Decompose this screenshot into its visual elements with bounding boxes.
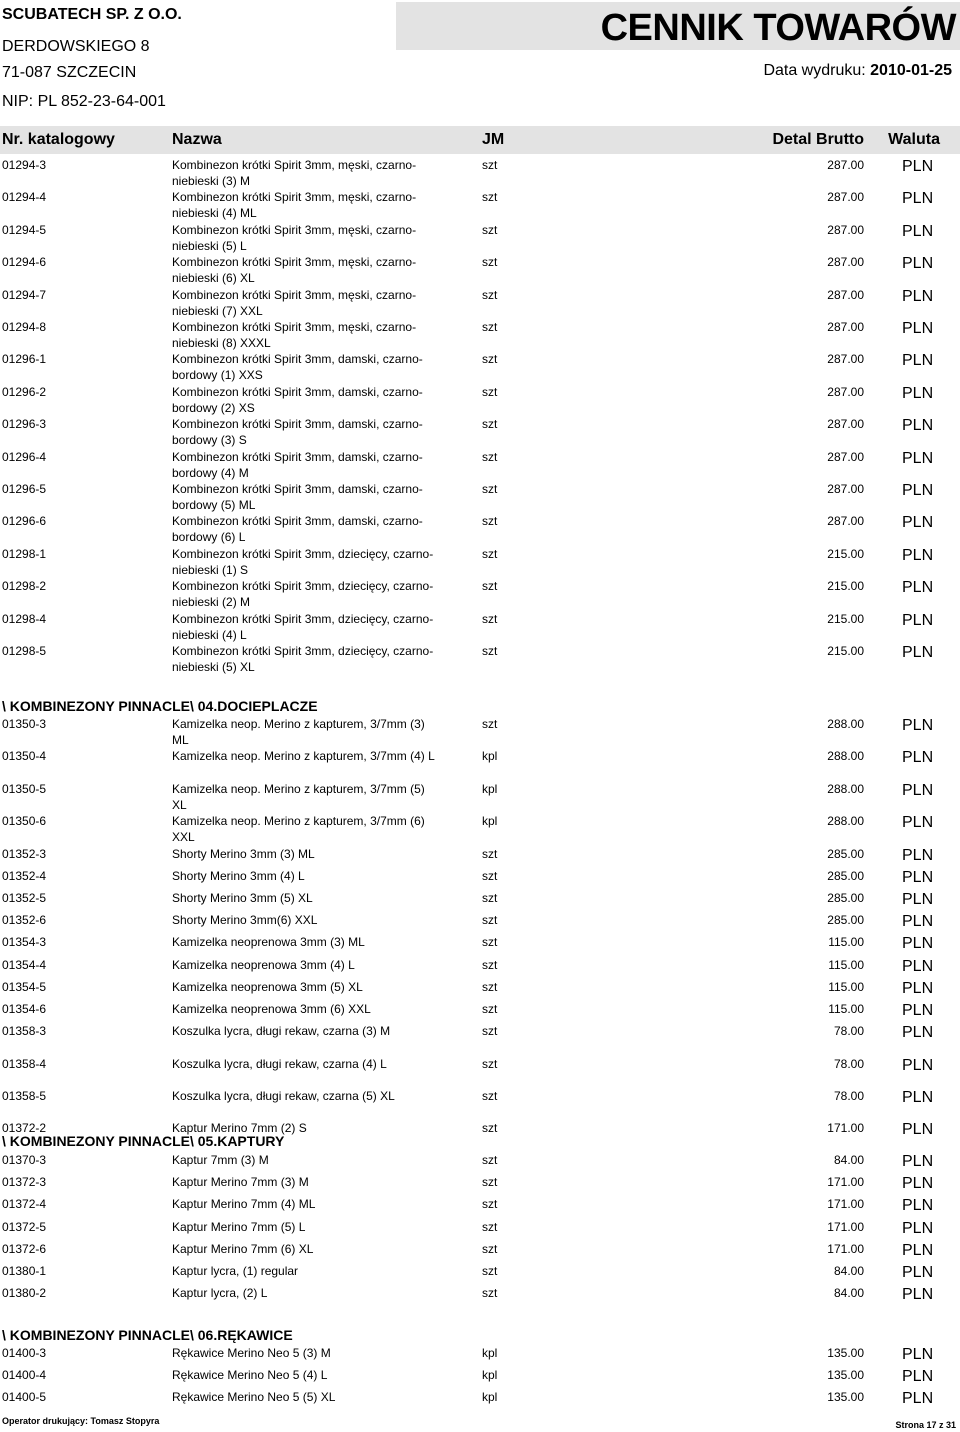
item-code: 01372-5 bbox=[2, 1219, 47, 1234]
item-price: 115.00 bbox=[828, 957, 864, 972]
company-name: SCUBATECH SP. Z O.O. bbox=[2, 6, 182, 23]
item-name: Kamizelka neop. Merino z kapturem, 3/7mm (4) L bbox=[172, 749, 435, 764]
item-currency: PLN bbox=[902, 717, 934, 734]
item-unit: szt bbox=[482, 717, 498, 731]
item-code: 01372-3 bbox=[2, 1175, 47, 1190]
item-name: Kombinezon krótki Spirit 3mm, męski, czarno-niebieski (4) ML bbox=[172, 190, 417, 221]
item-name: Koszulka lycra, długi rekaw, czarna (3) M bbox=[172, 1024, 391, 1039]
item-price: 135.00 bbox=[827, 1390, 864, 1405]
item-price: 84.00 bbox=[833, 1264, 864, 1278]
item-price: 287.00 bbox=[827, 384, 864, 399]
item-code: 01352-4 bbox=[2, 868, 47, 883]
item-code: 01372-4 bbox=[2, 1197, 47, 1212]
item-price: 135.00 bbox=[827, 1346, 864, 1360]
item-unit: szt bbox=[482, 891, 498, 905]
item-currency: PLN bbox=[902, 1089, 934, 1106]
print-date bbox=[763, 62, 952, 80]
item-currency: PLN bbox=[902, 1024, 934, 1042]
item-unit: kpl bbox=[482, 1368, 498, 1383]
column-header-unit: JM bbox=[482, 131, 505, 148]
item-price: 135.00 bbox=[827, 1368, 864, 1383]
item-unit: kpl bbox=[482, 814, 498, 829]
print-date-label: Data wydruku: bbox=[763, 62, 866, 79]
item-currency: PLN bbox=[902, 579, 934, 597]
item-unit: kpl bbox=[482, 749, 498, 764]
item-unit: szt bbox=[482, 1264, 498, 1278]
item-currency: PLN bbox=[902, 255, 934, 273]
item-currency: PLN bbox=[902, 846, 934, 864]
item-unit: szt bbox=[482, 1121, 498, 1136]
item-price: 115.00 bbox=[828, 979, 864, 994]
item-code: 01354-4 bbox=[2, 957, 47, 972]
item-name: Kamizelka neop. Merino z kapturem, 3/7mm (6) XXL bbox=[172, 814, 425, 845]
item-currency: PLN bbox=[902, 1121, 934, 1139]
item-code: 01296-1 bbox=[2, 352, 47, 367]
item-price: 288.00 bbox=[827, 717, 864, 731]
item-code: 01372-2 bbox=[2, 1121, 47, 1136]
item-name: Koszulka lycra, długi rekaw, czarna (4) L bbox=[172, 1056, 387, 1071]
item-unit: szt bbox=[482, 1002, 498, 1016]
item-code: 01294-8 bbox=[2, 320, 47, 334]
section-heading: \ KOMBINEZONY PINNACLE\ 06.RĘKAWICE bbox=[2, 1327, 293, 1343]
item-code: 01350-5 bbox=[2, 781, 47, 796]
item-price: 78.00 bbox=[833, 1024, 864, 1039]
item-price: 287.00 bbox=[827, 449, 864, 464]
item-code: 01350-3 bbox=[2, 717, 47, 731]
item-currency: PLN bbox=[902, 644, 934, 661]
item-price: 285.00 bbox=[827, 846, 864, 861]
item-currency: PLN bbox=[902, 1175, 934, 1193]
item-currency: PLN bbox=[902, 781, 934, 799]
item-price: 287.00 bbox=[827, 320, 864, 334]
item-unit: szt bbox=[482, 935, 498, 950]
item-code: 01298-2 bbox=[2, 579, 47, 594]
item-unit: szt bbox=[482, 1056, 498, 1071]
item-currency: PLN bbox=[902, 158, 934, 175]
item-code: 01370-3 bbox=[2, 1153, 47, 1167]
item-unit: szt bbox=[482, 579, 498, 594]
item-name: Kombinezon krótki Spirit 3mm, dziecięcy, czarno-niebieski (2) M bbox=[172, 579, 434, 610]
column-header-name: Nazwa bbox=[172, 131, 222, 148]
item-currency: PLN bbox=[902, 935, 934, 953]
item-code: 01354-3 bbox=[2, 935, 47, 950]
item-code: 01372-6 bbox=[2, 1241, 47, 1256]
section-heading: \ KOMBINEZONY PINNACLE\ 05.KAPTURY bbox=[2, 1133, 285, 1149]
item-code: 01296-3 bbox=[2, 417, 47, 432]
page-title: CENNIK TOWARÓW bbox=[600, 7, 956, 49]
column-header-currency: Waluta bbox=[888, 131, 940, 148]
item-unit: szt bbox=[482, 449, 498, 464]
item-unit: szt bbox=[482, 1286, 498, 1301]
item-price: 285.00 bbox=[827, 891, 864, 905]
item-unit: szt bbox=[482, 1153, 498, 1167]
item-price: 171.00 bbox=[827, 1219, 864, 1234]
column-header-price: Detal Brutto bbox=[772, 131, 864, 148]
item-unit: szt bbox=[482, 255, 498, 270]
item-code: 01354-6 bbox=[2, 1002, 47, 1016]
item-currency: PLN bbox=[902, 749, 934, 767]
item-currency: PLN bbox=[902, 913, 934, 931]
item-name: Kaptur Merino 7mm (2) S bbox=[172, 1121, 307, 1136]
company-street: DERDOWSKIEGO 8 bbox=[2, 38, 150, 55]
item-currency: PLN bbox=[902, 1002, 934, 1019]
item-code: 01400-5 bbox=[2, 1390, 47, 1405]
item-code: 01358-3 bbox=[2, 1024, 47, 1039]
item-code: 01296-4 bbox=[2, 449, 47, 464]
item-unit: kpl bbox=[482, 1390, 498, 1405]
item-price: 287.00 bbox=[827, 417, 864, 432]
item-code: 01380-2 bbox=[2, 1286, 47, 1301]
item-unit: szt bbox=[482, 1197, 498, 1212]
item-unit: szt bbox=[482, 611, 498, 626]
item-price: 215.00 bbox=[827, 579, 864, 594]
item-price: 215.00 bbox=[827, 611, 864, 626]
item-price: 84.00 bbox=[833, 1286, 864, 1301]
item-currency: PLN bbox=[902, 1390, 934, 1408]
item-code: 01298-5 bbox=[2, 644, 47, 658]
item-price: 171.00 bbox=[827, 1241, 864, 1256]
item-name: Kombinezon krótki Spirit 3mm, dziecięcy, czarno-niebieski (5) XL bbox=[172, 644, 434, 674]
item-code: 01400-3 bbox=[2, 1346, 47, 1360]
item-currency: PLN bbox=[902, 814, 934, 832]
item-code: 01400-4 bbox=[2, 1368, 47, 1383]
item-price: 288.00 bbox=[827, 749, 864, 764]
item-name: Kamizelka neoprenowa 3mm (4) L bbox=[172, 957, 355, 972]
item-name: Kombinezon krótki Spirit 3mm, dziecięcy, czarno-niebieski (1) S bbox=[172, 546, 434, 577]
item-currency: PLN bbox=[902, 514, 934, 532]
item-name: Kaptur 7mm (3) M bbox=[172, 1153, 269, 1167]
item-currency: PLN bbox=[902, 1286, 934, 1304]
item-price: 84.00 bbox=[833, 1153, 864, 1167]
item-unit: szt bbox=[482, 868, 498, 883]
title-band bbox=[396, 2, 960, 50]
item-price: 288.00 bbox=[827, 814, 864, 829]
item-currency: PLN bbox=[902, 1264, 934, 1281]
item-name: Rękawice Merino Neo 5 (4) L bbox=[172, 1368, 328, 1383]
item-code: 01294-6 bbox=[2, 255, 47, 270]
company-nip: NIP: PL 852-23-64-001 bbox=[2, 93, 166, 110]
section-heading: \ KOMBINEZONY PINNACLE\ 04.DOCIEPLACZE bbox=[2, 698, 318, 714]
item-code: 01298-4 bbox=[2, 611, 47, 626]
item-price: 115.00 bbox=[828, 935, 864, 950]
item-price: 285.00 bbox=[827, 913, 864, 928]
item-name: Kombinezon krótki Spirit 3mm, męski, czarno-niebieski (8) XXXL bbox=[172, 320, 417, 350]
company-city: 71-087 SZCZECIN bbox=[2, 64, 137, 81]
item-unit: szt bbox=[482, 1241, 498, 1256]
item-code: 01354-5 bbox=[2, 979, 47, 994]
item-name: Kombinezon krótki Spirit 3mm, damski, czarno-bordowy (1) XXS bbox=[172, 352, 423, 383]
item-currency: PLN bbox=[902, 320, 934, 337]
item-name: Kaptur lycra, (2) L bbox=[172, 1286, 268, 1301]
item-name: Kombinezon krótki Spirit 3mm, damski, czarno-bordowy (3) S bbox=[172, 417, 423, 448]
item-name: Kaptur lycra, (1) regular bbox=[172, 1264, 299, 1278]
item-currency: PLN bbox=[902, 1219, 934, 1237]
item-price: 215.00 bbox=[827, 644, 864, 658]
item-code: 01294-5 bbox=[2, 222, 47, 237]
item-unit: kpl bbox=[482, 1346, 498, 1360]
item-price: 171.00 bbox=[827, 1197, 864, 1212]
item-unit: szt bbox=[482, 913, 498, 928]
item-unit: szt bbox=[482, 514, 498, 529]
item-name: Shorty Merino 3mm (3) ML bbox=[172, 846, 315, 861]
item-name: Shorty Merino 3mm (4) L bbox=[172, 868, 305, 883]
item-code: 01294-7 bbox=[2, 287, 47, 302]
item-code: 01352-5 bbox=[2, 891, 47, 905]
item-currency: PLN bbox=[902, 1153, 934, 1170]
item-unit: szt bbox=[482, 1175, 498, 1190]
item-code: 01296-5 bbox=[2, 482, 47, 496]
item-currency: PLN bbox=[902, 482, 934, 499]
item-price: 287.00 bbox=[827, 190, 864, 205]
column-header-code: Nr. katalogowy bbox=[2, 131, 115, 148]
item-price: 171.00 bbox=[827, 1121, 864, 1136]
item-name: Kombinezon krótki Spirit 3mm, damski, czarno-bordowy (4) M bbox=[172, 449, 423, 480]
item-unit: szt bbox=[482, 546, 498, 561]
item-name: Kombinezon krótki Spirit 3mm, męski, czarno-niebieski (5) L bbox=[172, 222, 417, 253]
item-currency: PLN bbox=[902, 1368, 934, 1386]
item-price: 287.00 bbox=[827, 222, 864, 237]
item-name: Kamizelka neoprenowa 3mm (5) XL bbox=[172, 979, 363, 994]
item-unit: szt bbox=[482, 1024, 498, 1039]
item-name: Kamizelka neop. Merino z kapturem, 3/7mm (5) XL bbox=[172, 781, 425, 812]
item-name: Kombinezon krótki Spirit 3mm, damski, czarno-bordowy (2) XS bbox=[172, 384, 423, 415]
item-unit: szt bbox=[482, 190, 498, 205]
item-price: 115.00 bbox=[828, 1002, 864, 1016]
footer-operator: Operator drukujący: Tomasz Stopyra bbox=[2, 1416, 160, 1426]
item-name: Kaptur Merino 7mm (3) M bbox=[172, 1175, 309, 1190]
item-code: 01350-4 bbox=[2, 749, 47, 764]
item-price: 287.00 bbox=[827, 352, 864, 367]
item-unit: szt bbox=[482, 1089, 498, 1103]
item-name: Rękawice Merino Neo 5 (3) M bbox=[172, 1346, 331, 1360]
item-code: 01294-3 bbox=[2, 158, 47, 172]
item-code: 01352-3 bbox=[2, 846, 47, 861]
item-price: 215.00 bbox=[827, 546, 864, 561]
item-name: Rękawice Merino Neo 5 (5) XL bbox=[172, 1390, 336, 1405]
item-name: Kombinezon krótki Spirit 3mm, męski, czarno-niebieski (7) XXL bbox=[172, 287, 417, 318]
item-currency: PLN bbox=[902, 1346, 934, 1363]
item-name: Kombinezon krótki Spirit 3mm, męski, czarno-niebieski (3) M bbox=[172, 158, 417, 188]
item-code: 01358-4 bbox=[2, 1056, 47, 1071]
item-price: 287.00 bbox=[827, 255, 864, 270]
item-code: 01352-6 bbox=[2, 913, 47, 928]
item-currency: PLN bbox=[902, 546, 934, 564]
item-price: 287.00 bbox=[827, 482, 864, 496]
item-code: 01358-5 bbox=[2, 1089, 47, 1103]
item-code: 01296-6 bbox=[2, 514, 47, 529]
item-unit: szt bbox=[482, 287, 498, 302]
item-currency: PLN bbox=[902, 1241, 934, 1259]
item-currency: PLN bbox=[902, 611, 934, 629]
item-unit: szt bbox=[482, 979, 498, 994]
item-unit: kpl bbox=[482, 781, 498, 796]
item-name: Koszulka lycra, długi rekaw, czarna (5) XL bbox=[172, 1089, 395, 1103]
item-currency: PLN bbox=[902, 979, 934, 997]
item-currency: PLN bbox=[902, 868, 934, 886]
item-code: 01296-2 bbox=[2, 384, 47, 399]
item-currency: PLN bbox=[902, 1197, 934, 1215]
item-unit: szt bbox=[482, 644, 498, 658]
item-price: 78.00 bbox=[833, 1089, 864, 1103]
item-unit: szt bbox=[482, 352, 498, 367]
item-name: Shorty Merino 3mm (5) XL bbox=[172, 891, 313, 905]
item-name: Kamizelka neoprenowa 3mm (3) ML bbox=[172, 935, 365, 950]
item-name: Kombinezon krótki Spirit 3mm, damski, czarno-bordowy (5) ML bbox=[172, 482, 423, 512]
item-unit: szt bbox=[482, 482, 498, 496]
item-name: Kombinezon krótki Spirit 3mm, męski, czarno-niebieski (6) XL bbox=[172, 255, 417, 286]
item-currency: PLN bbox=[902, 352, 934, 370]
item-unit: szt bbox=[482, 158, 498, 172]
item-price: 78.00 bbox=[833, 1056, 864, 1071]
item-currency: PLN bbox=[902, 287, 934, 305]
item-name: Kamizelka neoprenowa 3mm (6) XXL bbox=[172, 1002, 371, 1016]
item-price: 287.00 bbox=[827, 514, 864, 529]
item-currency: PLN bbox=[902, 957, 934, 975]
print-date-value: 2010-01-25 bbox=[870, 62, 952, 79]
item-unit: szt bbox=[482, 320, 498, 334]
item-unit: szt bbox=[482, 222, 498, 237]
item-unit: szt bbox=[482, 384, 498, 399]
item-name: Kamizelka neop. Merino z kapturem, 3/7mm (3) ML bbox=[172, 717, 425, 747]
item-code: 01380-1 bbox=[2, 1264, 47, 1278]
item-price: 288.00 bbox=[827, 781, 864, 796]
item-currency: PLN bbox=[902, 891, 934, 908]
item-currency: PLN bbox=[902, 449, 934, 467]
item-name: Kombinezon krótki Spirit 3mm, damski, czarno-bordowy (6) L bbox=[172, 514, 423, 545]
item-currency: PLN bbox=[902, 1056, 934, 1074]
item-currency: PLN bbox=[902, 190, 934, 208]
item-currency: PLN bbox=[902, 222, 934, 240]
item-code: 01294-4 bbox=[2, 190, 47, 205]
item-unit: szt bbox=[482, 1219, 498, 1234]
item-currency: PLN bbox=[902, 417, 934, 435]
item-price: 171.00 bbox=[827, 1175, 864, 1190]
item-name: Kaptur Merino 7mm (6) XL bbox=[172, 1241, 314, 1256]
item-name: Kaptur Merino 7mm (4) ML bbox=[172, 1197, 316, 1212]
item-name: Kombinezon krótki Spirit 3mm, dziecięcy, czarno-niebieski (4) L bbox=[172, 611, 434, 642]
item-unit: szt bbox=[482, 846, 498, 861]
item-currency: PLN bbox=[902, 384, 934, 402]
item-price: 287.00 bbox=[827, 158, 864, 172]
item-code: 01350-6 bbox=[2, 814, 47, 829]
item-price: 287.00 bbox=[827, 287, 864, 302]
item-code: 01298-1 bbox=[2, 546, 47, 561]
footer-page-number: Strona 17 z 31 bbox=[895, 1420, 956, 1430]
item-unit: szt bbox=[482, 417, 498, 432]
item-name: Kaptur Merino 7mm (5) L bbox=[172, 1219, 306, 1234]
item-name: Shorty Merino 3mm(6) XXL bbox=[172, 913, 318, 928]
item-unit: szt bbox=[482, 957, 498, 972]
item-price: 285.00 bbox=[827, 868, 864, 883]
